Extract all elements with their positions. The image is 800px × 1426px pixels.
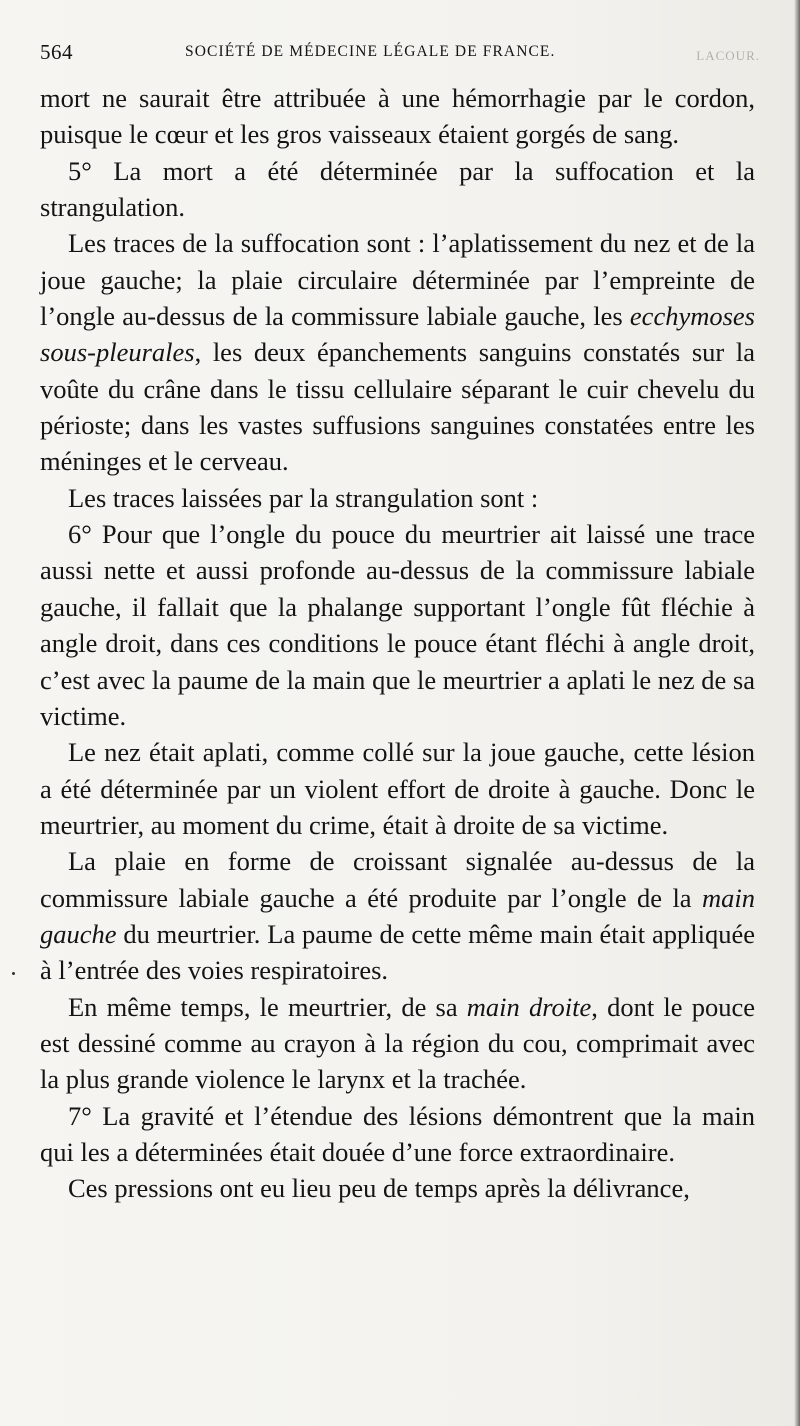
text-segment: La plaie en forme de croissant signalée au-dessus de la commissure labiale gauche a été produite par l’ongle de la xyxy=(40,846,755,913)
page-gutter-shadow xyxy=(794,0,800,1426)
italic-text: main gauche xyxy=(40,882,755,949)
text-segment: mort ne saurait être attribuée à une hémorrhagie par le cordon, puisque le cœur et les gros vaisseaux étaient gorgés de sang. xyxy=(40,83,755,150)
text-segment: , dont le pouce est dessiné comme au crayon à la région du cou, comprimait avec la plus grande violence le larynx et la trachée. xyxy=(40,991,755,1095)
italic-text: ecchymoses sous-pleurales xyxy=(40,301,755,368)
paragraph-p9 xyxy=(40,1098,755,1171)
text-segment: du meurtrier. La paume de cette même main était appliquée à l’entrée des voies respiratoires. xyxy=(40,918,755,986)
text-segment: Le nez était aplati, comme collé sur la joue gauche, cette lésion a été déterminée par un violent effort de droite à gauche. Donc le meurtrier, au moment du crime, était à droite de sa victime. xyxy=(40,737,755,840)
paragraph-p3 xyxy=(40,225,755,479)
body-text xyxy=(40,80,755,1207)
text-segment: , les deux épanchements sanguins constatés sur la voûte du crâne dans le tissu cellulaire séparant le cuir chevelu du périoste; dans les vastes suffusions sanguines constatées entre les méninges et le cerveau. xyxy=(40,337,755,477)
paragraph-p6 xyxy=(40,734,755,843)
page-number: 564 xyxy=(40,40,73,64)
paragraph-p1 xyxy=(40,80,755,153)
paragraph-p7 xyxy=(40,843,755,988)
paragraph-p4 xyxy=(40,480,755,516)
text-segment: Ces pressions ont eu lieu peu de temps après la délivrance, xyxy=(68,1173,690,1204)
paragraph-p2 xyxy=(40,153,755,226)
text-segment: 7° La gravité et l’étendue des lésions démontrent que la main qui les a déterminées était douée d’une force extraordinaire. xyxy=(40,1100,755,1167)
paragraph-p8 xyxy=(40,989,755,1098)
text-segment: 6° Pour que l’ongle du pouce du meurtrier ait laissé une trace aussi nette et aussi profonde au-dessus de la commissure labiale gauche, il fallait que la phalange supportant l’ongle fût fléchie à angle droit, dans ces conditions le pouce étant fléchi à angle droit, c’est avec la paume de la main que le meurtrier a aplati le nez de sa victime. xyxy=(40,519,755,731)
bleed-through-text: LACOUR. xyxy=(696,48,760,63)
text-segment: En même temps, le meurtrier, de sa xyxy=(68,991,467,1022)
text-segment: Les traces de la suffocation sont : l’aplatissement du nez et de la joue gauche; la plaie circulaire déterminée par l’empreinte de l’ongle au-dessus de la commissure labiale gauche, les xyxy=(40,228,755,332)
italic-text: main droite xyxy=(466,991,592,1022)
paragraph-p5 xyxy=(40,516,755,734)
running-title: SOCIÉTÉ DE MÉDECINE LÉGALE DE FRANCE. xyxy=(185,43,556,60)
text-segment: 5° La mort a été déterminée par la suffocation et la strangulation. xyxy=(40,155,755,223)
page-header xyxy=(40,40,760,70)
margin-mark xyxy=(12,972,15,975)
paragraph-p10 xyxy=(40,1170,755,1206)
text-segment: Les traces laissées par la strangulation sont : xyxy=(68,482,539,513)
